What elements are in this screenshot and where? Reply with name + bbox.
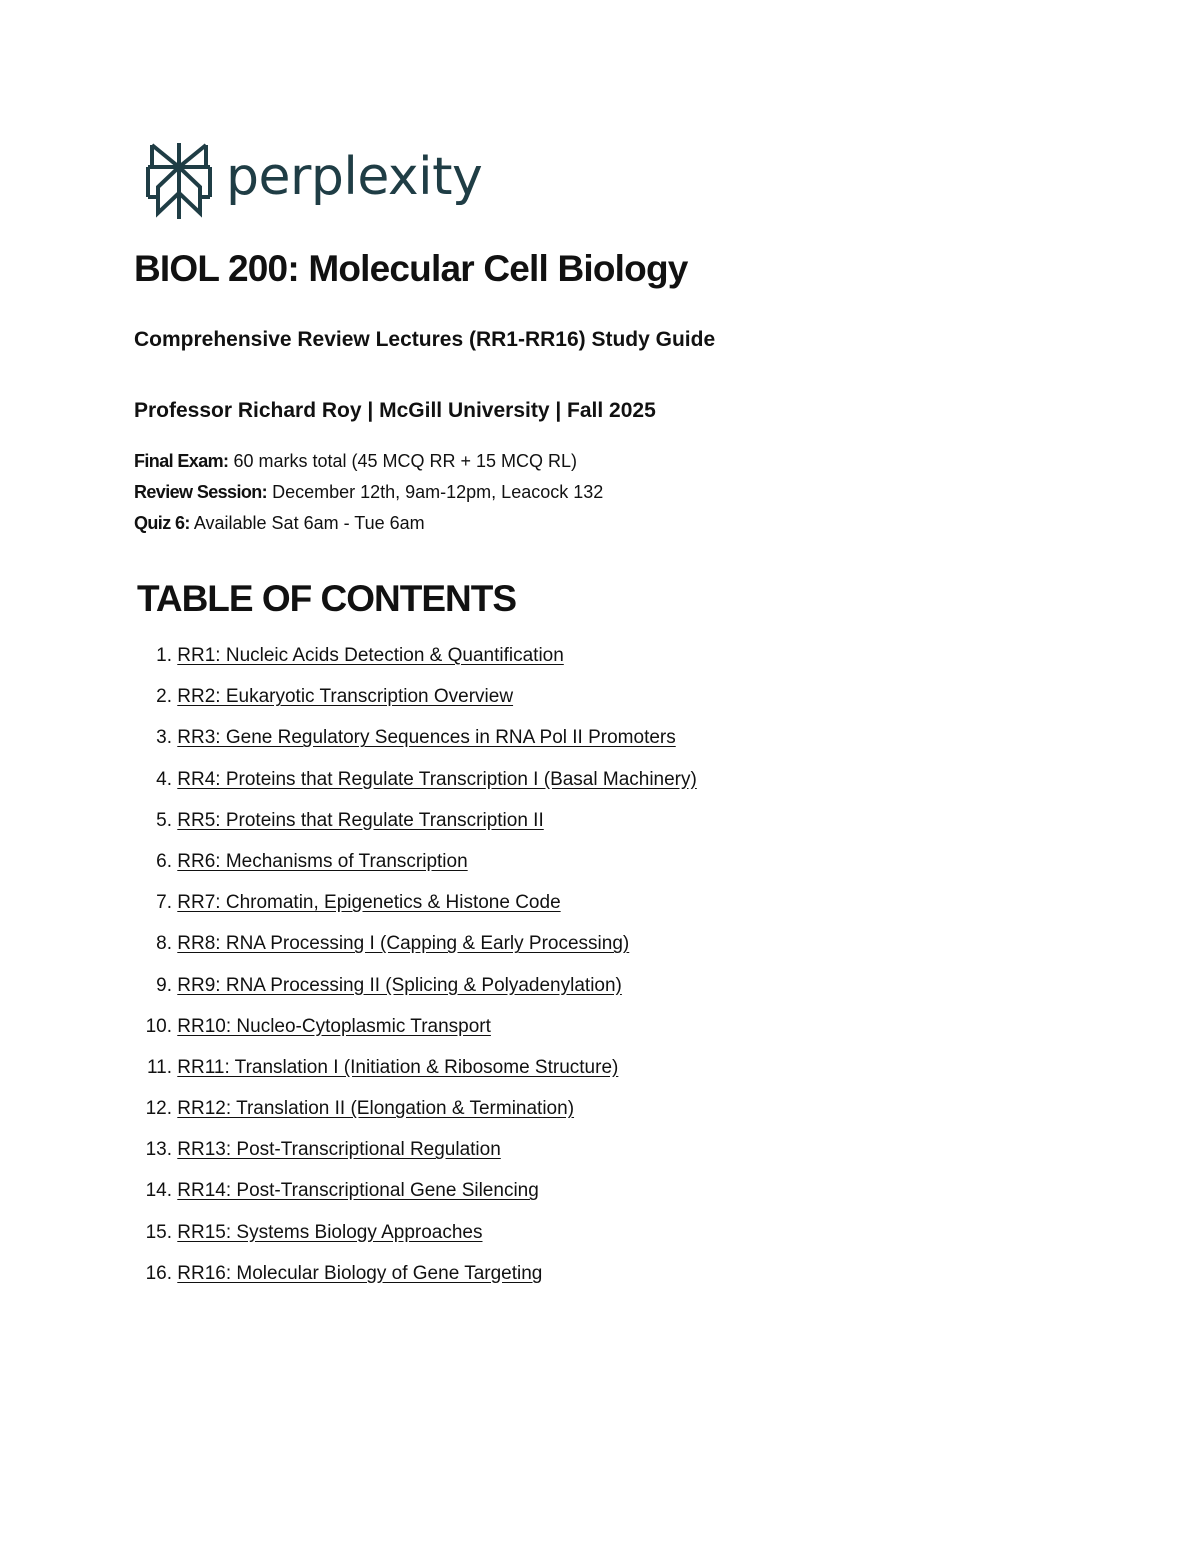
toc-link[interactable]: RR9: RNA Processing II (Splicing & Polyadenylation) [177,974,622,996]
toc-item [134,643,697,684]
toc-link[interactable]: RR12: Translation II (Elongation & Termination) [177,1098,575,1120]
document-subtitle: Comprehensive Review Lectures (RR1-RR16) Study Guide [134,328,716,351]
table-of-contents [134,643,697,1302]
toc-item-number: 12. [145,1098,172,1120]
toc-link[interactable]: RR16: Molecular Biology of Gene Targeting [177,1262,543,1284]
info-value: 60 marks total (45 MCQ RR + 15 MCQ RL) [233,451,578,471]
toc-link[interactable]: RR11: Translation I (Initiation & Ribosome Structure) [177,1056,619,1078]
toc-link[interactable]: RR5: Proteins that Regulate Transcription II [177,809,544,831]
toc-item [134,931,697,972]
toc-heading: TABLE OF CONTENTS [137,578,517,619]
info-row-quiz [134,508,603,539]
toc-link[interactable]: RR8: RNA Processing I (Capping & Early Processing) [177,933,630,955]
info-value: Available Sat 6am - Tue 6am [193,513,425,533]
info-value: December 12th, 9am-12pm, Leacock 132 [272,482,604,502]
toc-item-number: 6. [156,850,172,872]
info-label: Quiz 6: [134,513,190,533]
toc-item-number: 9. [156,974,172,996]
toc-link[interactable]: RR13: Post-Transcriptional Regulation [177,1139,501,1161]
toc-item [134,1178,697,1219]
toc-item-number: 11. [146,1056,172,1078]
toc-item [134,767,697,808]
toc-item-number: 5. [156,809,172,831]
info-label: Review Session: [134,482,268,502]
toc-link[interactable]: RR6: Mechanisms of Transcription [177,850,468,872]
toc-item [134,1055,697,1096]
toc-link[interactable]: RR15: Systems Biology Approaches [177,1221,483,1243]
toc-item [134,1137,697,1178]
toc-item-number: 2. [156,686,172,708]
perplexity-logo [146,140,482,222]
toc-item [134,725,697,766]
toc-item [134,1261,697,1302]
toc-link[interactable]: RR7: Chromatin, Epigenetics & Histone Code [177,892,561,914]
toc-item [134,973,697,1014]
toc-item [134,890,697,931]
toc-item-number: 1. [156,645,172,666]
toc-item [134,849,697,890]
toc-link[interactable]: RR1: Nucleic Acids Detection & Quantification [177,645,564,666]
toc-link[interactable]: RR4: Proteins that Regulate Transcription I (Basal Machinery) [177,768,697,790]
info-label: Final Exam: [134,451,229,471]
info-row-final-exam [134,446,603,477]
perplexity-logo-icon [146,141,212,221]
toc-item [134,684,697,725]
toc-link[interactable]: RR3: Gene Regulatory Sequences in RNA Pol II Promoters [177,727,676,749]
toc-item-number: 7. [156,892,172,914]
document-byline: Professor Richard Roy | McGill University | Fall 2025 [134,399,656,422]
toc-item-number: 14. [145,1180,172,1202]
toc-item [134,808,697,849]
toc-item-number: 4. [156,768,172,790]
toc-item [134,1014,697,1055]
info-row-review-session [134,477,603,508]
toc-item-number: 15. [145,1221,172,1243]
course-info [134,446,603,539]
toc-item-number: 10. [145,1015,172,1037]
toc-item [134,1096,697,1137]
perplexity-wordmark: perplexity [226,147,483,207]
toc-item-number: 16. [145,1262,172,1284]
toc-link[interactable]: RR10: Nucleo-Cytoplasmic Transport [177,1015,491,1037]
toc-item-number: 8. [156,933,172,955]
toc-item-number: 3. [156,727,172,749]
toc-link[interactable]: RR2: Eukaryotic Transcription Overview [177,686,514,708]
toc-link[interactable]: RR14: Post-Transcriptional Gene Silencing [177,1180,539,1202]
toc-item-number: 13. [145,1139,172,1161]
document-title: BIOL 200: Molecular Cell Biology [134,248,688,289]
toc-item [134,1220,697,1261]
